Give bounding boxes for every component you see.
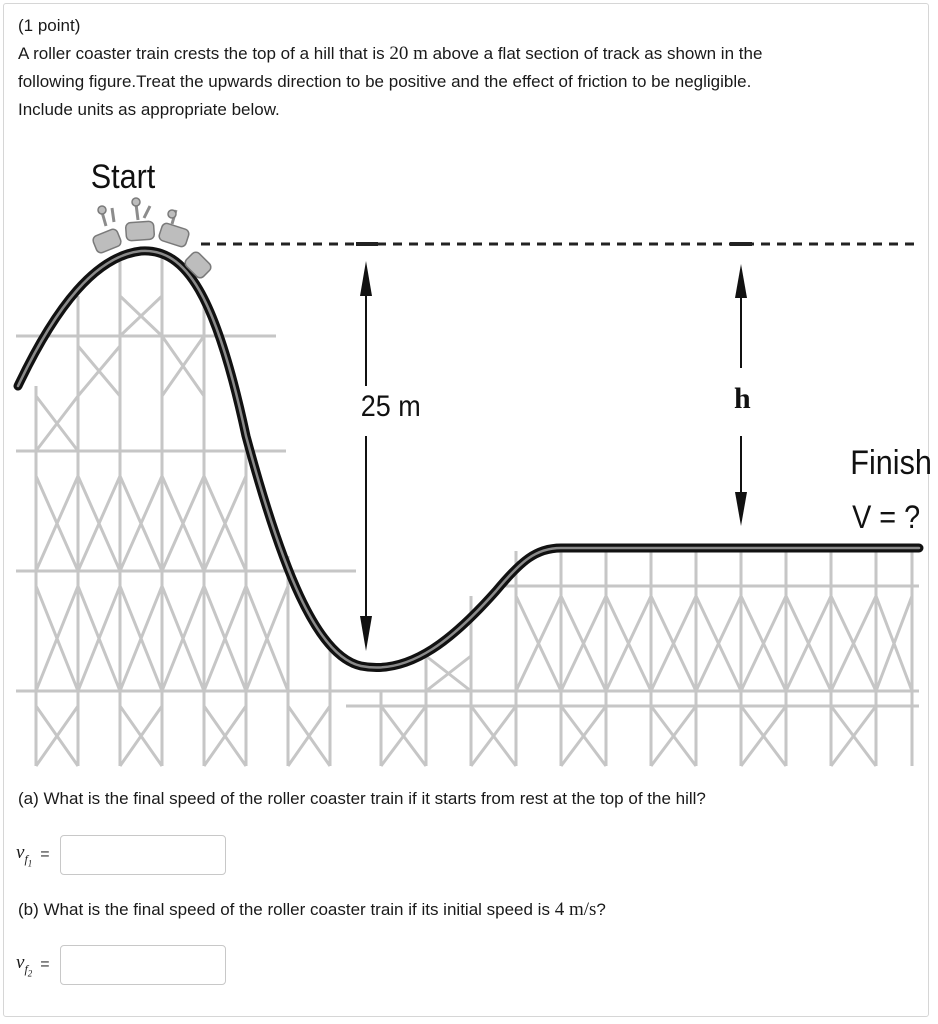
part-a-question: (a) What is the final speed of the roller coaster train if it starts from rest at the top of the hill? (18, 789, 706, 808)
question-line-3: Include units as appropriate below. (18, 100, 280, 119)
question-intro-part1: A roller coaster train crests the top of a hill that is (18, 44, 390, 63)
question-line-2: following figure.Treat the upwards direction to be positive and the effect of friction to be negligible. (18, 72, 752, 91)
part-b-variable: $v_{f_2}$ (16, 951, 33, 979)
question-line-1 (18, 40, 762, 68)
hill-height: 20 m (389, 43, 428, 64)
question-intro-part2: above a flat section of track as shown in the (427, 44, 763, 63)
points-label: (1 point) (18, 16, 81, 35)
part-a-variable: $v_{f_1}$ (16, 841, 33, 869)
v-unknown-label: V = ? (852, 499, 921, 536)
part-a-equals: = (40, 846, 50, 863)
height-25m-label: 25 m (360, 389, 421, 424)
h-label: h (734, 382, 751, 415)
part-a-answer-row (16, 834, 226, 876)
part-b-equals: = (40, 956, 50, 973)
initial-speed: 4 m/s (554, 899, 597, 920)
part-a-answer-input[interactable] (60, 835, 226, 875)
finish-label: Finish (850, 443, 932, 482)
part-b-answer-input[interactable] (60, 945, 226, 985)
start-label: Start (90, 157, 156, 196)
part-b-answer-row (16, 944, 226, 986)
part-b-question: (b) What is the final speed of the roller coaster train if its initial speed is 4 m/s? (18, 899, 606, 920)
roller-coaster-figure (16, 146, 932, 766)
